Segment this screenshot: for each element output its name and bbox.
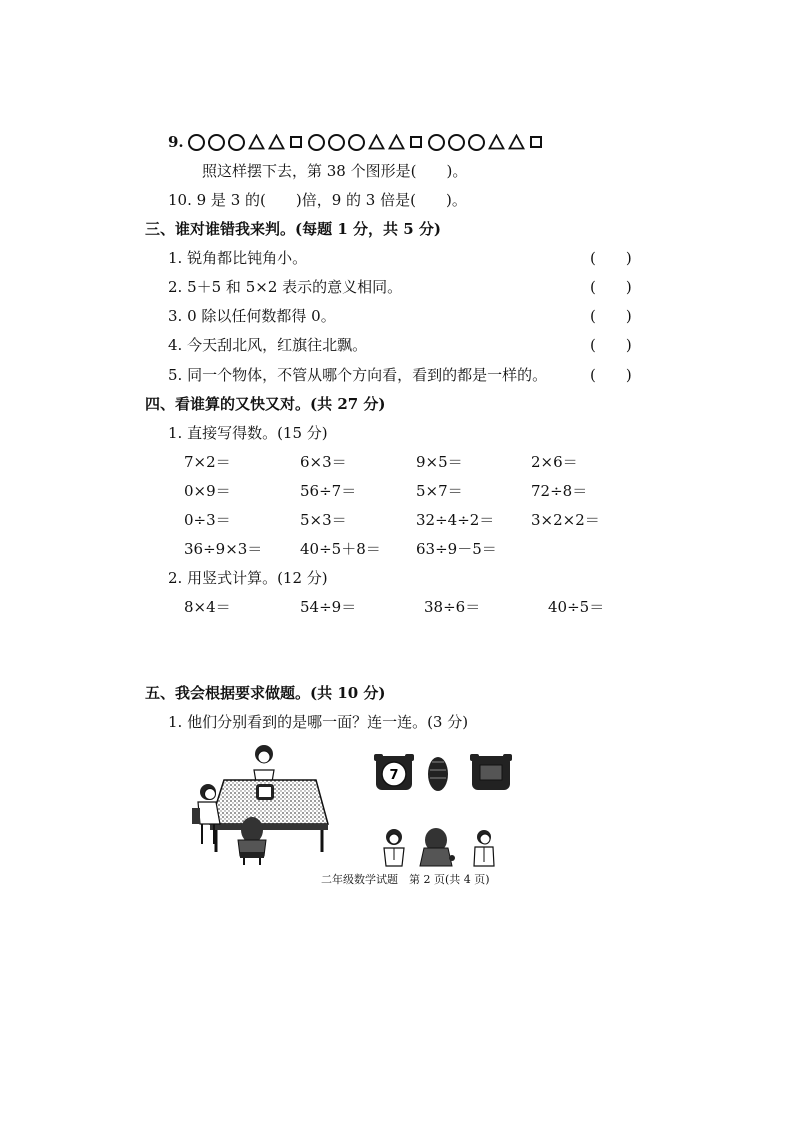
- calc-r3-c2: 5×3＝: [300, 511, 347, 529]
- s5-sub1: 1. 他们分别看到的是哪一面？连一连。(3 分): [168, 713, 469, 731]
- section5-title: 五、我会根据要求做题。(共 10 分): [145, 684, 386, 702]
- boy-small-figure: [474, 830, 494, 866]
- q9-shape-sequence: [168, 128, 548, 156]
- s3-answer-paren-3[interactable]: ( ): [590, 307, 632, 325]
- circle-shape-icon: [188, 134, 205, 151]
- calc-r1-c2: 6×3＝: [300, 453, 347, 471]
- calc-r1-c3: 9×5＝: [416, 453, 463, 471]
- calc-r2-c3: 5×7＝: [416, 482, 463, 500]
- square-shape-icon: [530, 136, 542, 148]
- vertical-calc-3: 38÷6＝: [424, 598, 481, 616]
- s3-answer-paren-2[interactable]: ( ): [590, 278, 632, 296]
- clock-side-view-icon: [428, 757, 448, 791]
- clock-back-view-icon: [470, 754, 512, 790]
- clock-digit: 7: [389, 768, 399, 783]
- vertical-calc-1: 8×4＝: [184, 598, 231, 616]
- table-clock-icon: [256, 784, 274, 800]
- circle-shape-icon: [428, 134, 445, 151]
- calc-r4-c1: 36÷9×3＝: [184, 540, 263, 558]
- circle-shape-icon: [228, 134, 245, 151]
- vertical-calc-4: 40÷5＝: [548, 598, 605, 616]
- vertical-calc-2: 54÷9＝: [300, 598, 357, 616]
- circle-shape-icon: [348, 134, 365, 151]
- square-shape-icon: [290, 136, 302, 148]
- calc-r4-c2: 40÷5＋8＝: [300, 540, 381, 558]
- girl-back-small-figure: [420, 828, 455, 866]
- calc-r4-c3: 63÷9－5＝: [416, 540, 497, 558]
- s4-sub1: 1. 直接写得数。(15 分): [168, 424, 328, 442]
- girl-top-figure: [254, 745, 274, 782]
- square-shape-icon: [410, 136, 422, 148]
- triangle-shape-icon: [388, 134, 405, 150]
- triangle-shape-icon: [488, 134, 505, 150]
- circle-shape-icon: [208, 134, 225, 151]
- girl-small-figure: [384, 829, 404, 866]
- triangle-shape-icon: [248, 134, 265, 150]
- page-footer: 二年级数学试题 第 2 页(共 4 页): [321, 873, 490, 886]
- s3-item-2: 2. 5＋5 和 5×2 表示的意义相同。: [168, 278, 403, 296]
- q10-text: 10. 9 是 3 的( )倍，9 的 3 倍是( )。: [168, 191, 467, 209]
- s3-answer-paren-1[interactable]: ( ): [590, 249, 632, 267]
- section4-title: 四、看谁算的又快又对。(共 27 分): [145, 395, 386, 413]
- s3-item-1: 1. 锐角都比钝角小。: [168, 249, 308, 267]
- s3-answer-paren-5[interactable]: ( ): [590, 366, 632, 384]
- calc-r1-c1: 7×2＝: [184, 453, 231, 471]
- clock-front-view-icon: [374, 754, 414, 790]
- circle-shape-icon: [468, 134, 485, 151]
- section3-title: 三、谁对谁错我来判。(每题 1 分，共 5 分): [145, 220, 441, 238]
- q9-number: 9.: [168, 133, 184, 151]
- calc-r2-c2: 56÷7＝: [300, 482, 357, 500]
- calc-r2-c4: 72÷8＝: [531, 482, 588, 500]
- girl-front-figure: [238, 817, 266, 865]
- s3-answer-paren-4[interactable]: ( ): [590, 336, 632, 354]
- calc-r1-c4: 2×6＝: [531, 453, 578, 471]
- calc-r2-c1: 0×9＝: [184, 482, 231, 500]
- clock-views-row: [372, 752, 522, 794]
- shape-holder: [188, 134, 548, 151]
- circle-shape-icon: [308, 134, 325, 151]
- circle-shape-icon: [448, 134, 465, 151]
- s4-sub2: 2. 用竖式计算。(12 分): [168, 569, 328, 587]
- triangle-shape-icon: [368, 134, 385, 150]
- q9-text: 照这样摆下去，第 38 个图形是( )。: [202, 162, 468, 180]
- table-with-children-illustration: [186, 740, 336, 865]
- s3-item-3: 3. 0 除以任何数都得 0。: [168, 307, 336, 325]
- s3-item-5: 5. 同一个物体，不管从哪个方向看，看到的都是一样的。: [168, 366, 548, 384]
- triangle-shape-icon: [268, 134, 285, 150]
- triangle-shape-icon: [508, 134, 525, 150]
- s3-item-4: 4. 今天刮北风，红旗往北飘。: [168, 336, 368, 354]
- children-row: [372, 826, 512, 868]
- calc-r3-c4: 3×2×2＝: [531, 511, 600, 529]
- calc-r3-c1: 0÷3＝: [184, 511, 231, 529]
- calc-r3-c3: 32÷4÷2＝: [416, 511, 495, 529]
- circle-shape-icon: [328, 134, 345, 151]
